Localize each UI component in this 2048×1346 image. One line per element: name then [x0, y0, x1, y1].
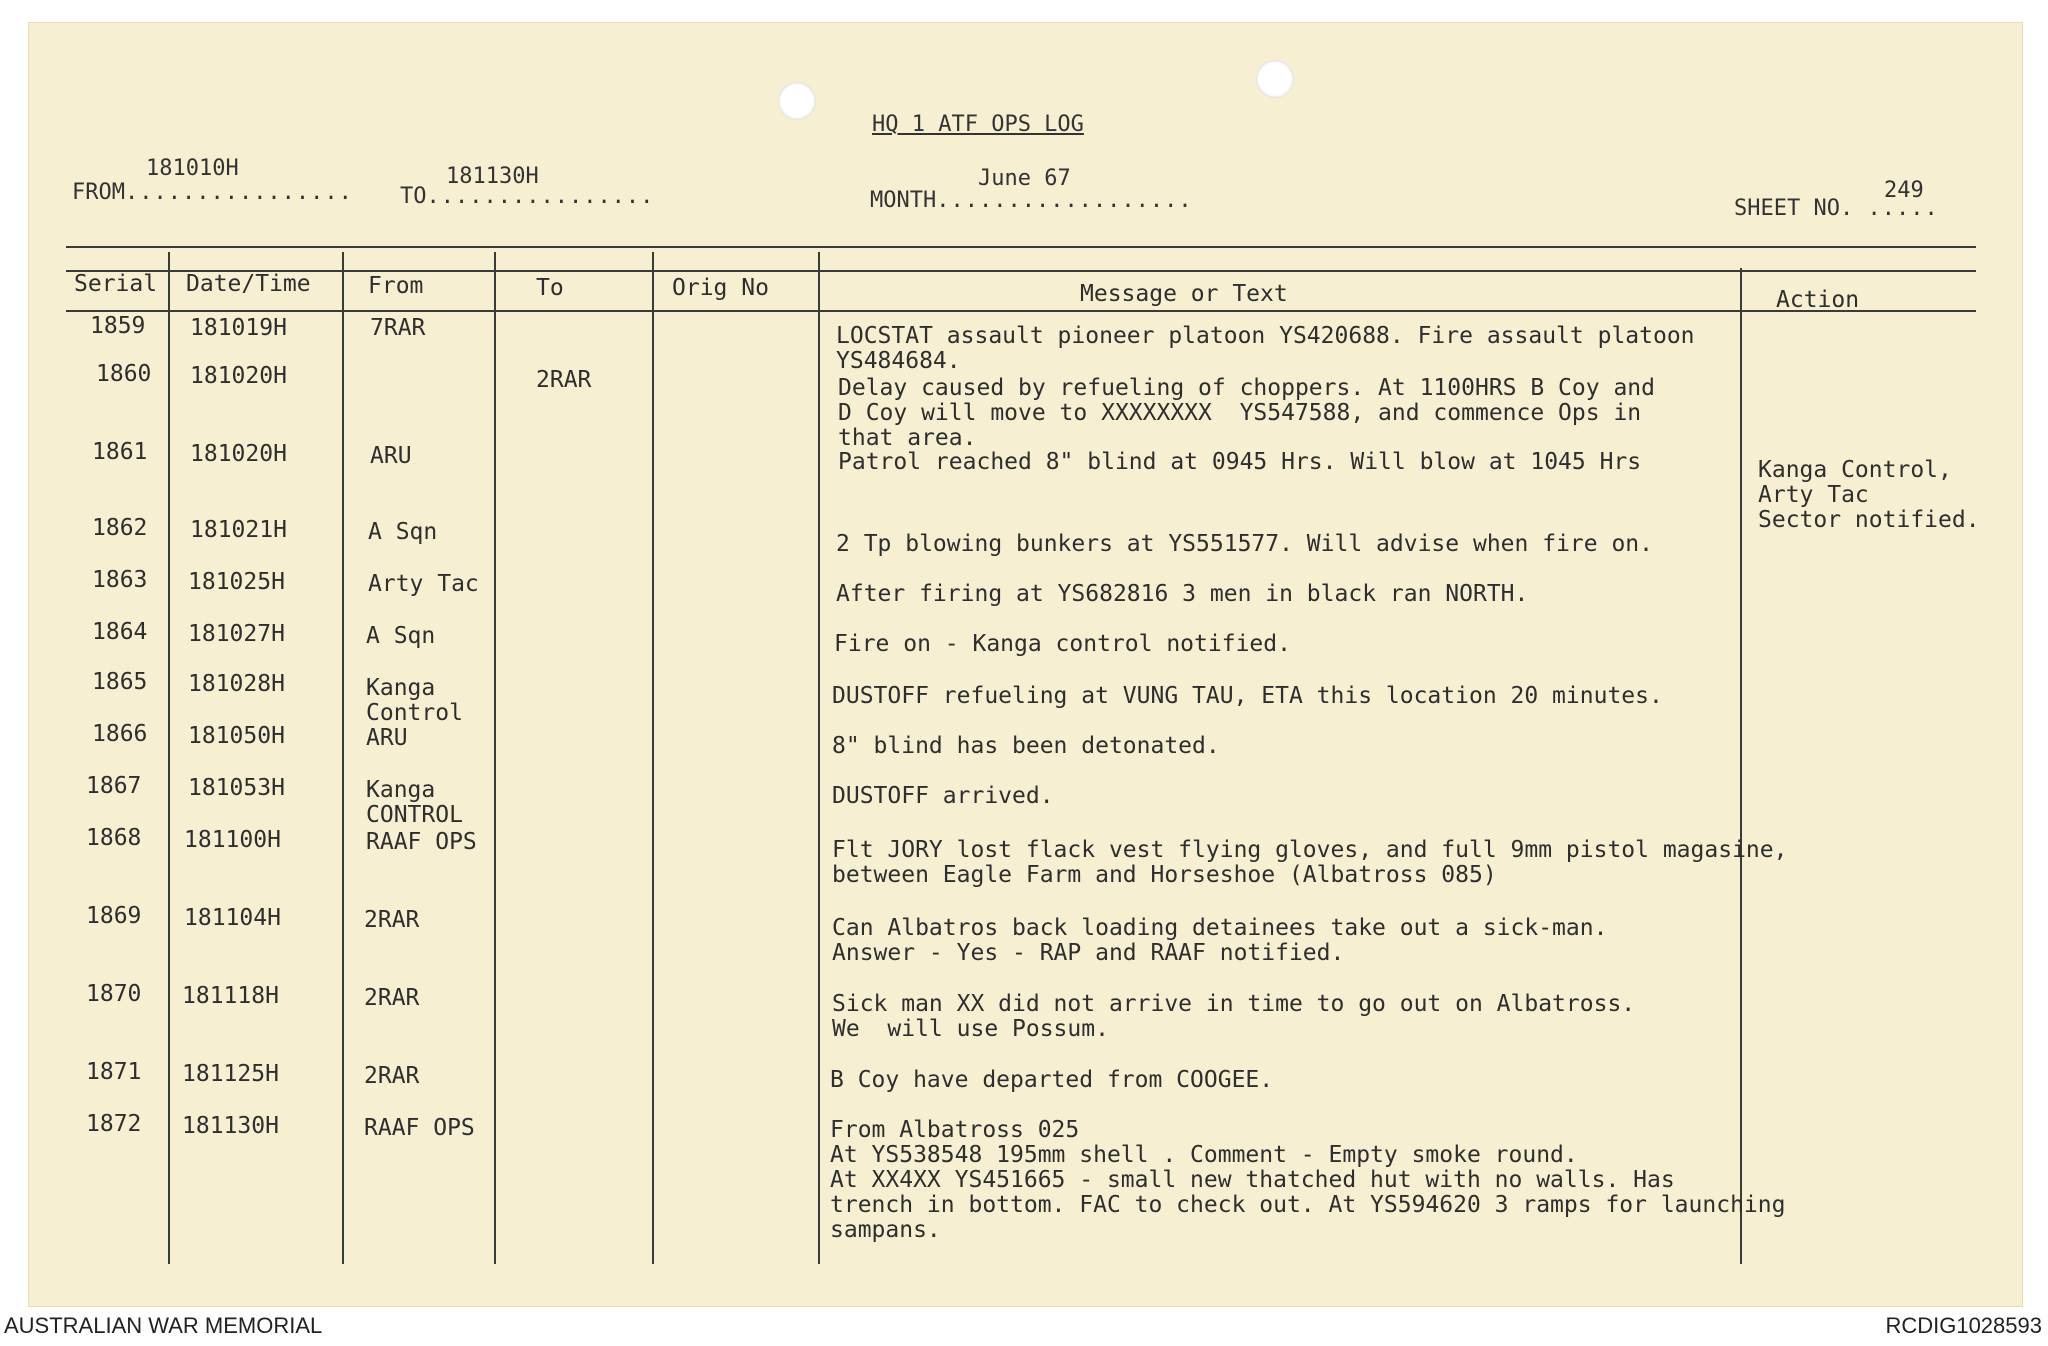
row-from: RAAF OPS — [364, 1115, 475, 1141]
row-serial: 1862 — [92, 515, 148, 541]
row-serial: 1869 — [86, 903, 142, 929]
row-message: From Albatross 025 At YS538548 195mm shell . Comment - Empty smoke round. At XX4XX YS451665 - small new thatched hut with no walls. Has trench in bottom. FAC to check out. At YS594620 3 ramps for launching sampans. — [830, 1117, 1786, 1243]
row-datetime: 181053H — [188, 775, 285, 801]
to-value: 181130H — [446, 164, 539, 189]
row-from: A Sqn — [366, 623, 436, 649]
row-datetime: 181019H — [190, 315, 287, 341]
row-serial: 1861 — [92, 439, 148, 465]
footer-credit: AUSTRALIAN WAR MEMORIAL — [4, 1313, 323, 1338]
sheet-value: 249 — [1884, 178, 1924, 203]
row-message: DUSTOFF refueling at VUNG TAU, ETA this location 20 minutes. — [832, 683, 1663, 709]
row-from: Kanga Control — [366, 675, 463, 726]
row-serial: 1864 — [92, 619, 148, 645]
row-message: B Coy have departed from COOGEE. — [830, 1067, 1274, 1093]
row-message: 2 Tp blowing bunkers at YS551577. Will advise when fire on. — [836, 531, 1653, 557]
row-from: 2RAR — [364, 1063, 420, 1089]
row-from: A Sqn — [368, 519, 438, 545]
row-datetime: 181025H — [188, 569, 285, 595]
to-label: TO................ — [400, 184, 655, 209]
row-serial: 1860 — [96, 361, 152, 387]
punch-hole-left — [778, 82, 816, 120]
row-from: RAAF OPS — [366, 829, 477, 855]
from-label: FROM................ — [72, 180, 353, 205]
col-divider-orig — [818, 252, 820, 1264]
row-datetime: 181118H — [182, 983, 279, 1009]
row-message: Fire on - Kanga control notified. — [834, 631, 1291, 657]
footer-id: RCDIG1028593 — [1885, 1313, 2042, 1338]
row-from: 2RAR — [364, 907, 420, 933]
col-header-orig: Orig No — [672, 275, 769, 301]
col-header-to: To — [536, 275, 564, 301]
row-serial: 1872 — [86, 1111, 142, 1137]
col-divider-from — [494, 252, 496, 1264]
row-datetime: 181125H — [182, 1061, 279, 1087]
row-from: ARU — [366, 725, 408, 751]
month-label: MONTH.................. — [870, 188, 1193, 213]
page-title: HQ 1 ATF OPS LOG — [872, 112, 1084, 137]
col-header-from: From — [368, 273, 424, 299]
row-to: 2RAR — [536, 367, 592, 393]
row-serial: 1867 — [86, 773, 142, 799]
row-serial: 1865 — [92, 669, 148, 695]
row-message: Delay caused by refueling of choppers. At 1100HRS B Coy and D Coy will move to XXXXXXXX YS547588, and commence Ops in that area. — [838, 375, 1655, 451]
row-datetime: 181020H — [190, 441, 287, 467]
row-from: 2RAR — [364, 985, 420, 1011]
row-datetime: 181020H — [190, 363, 287, 389]
row-message: 8" blind has been detonated. — [832, 733, 1220, 759]
month-value: June 67 — [978, 166, 1071, 191]
row-datetime: 181104H — [184, 905, 281, 931]
row-datetime: 181028H — [188, 671, 285, 697]
row-message: LOCSTAT assault pioneer platoon YS420688. Fire assault platoon YS484684. — [836, 323, 1695, 374]
row-from: ARU — [370, 443, 412, 469]
row-serial: 1871 — [86, 1059, 142, 1085]
row-datetime: 181027H — [188, 621, 285, 647]
punch-hole-right — [1256, 60, 1294, 98]
row-from: Kanga CONTROL — [366, 777, 463, 828]
row-datetime: 181100H — [184, 827, 281, 853]
header-rule — [66, 310, 1976, 312]
row-from: 7RAR — [370, 315, 426, 341]
row-datetime: 181130H — [182, 1113, 279, 1139]
row-serial: 1859 — [90, 313, 146, 339]
col-header-action: Action — [1776, 287, 1860, 313]
row-message: Flt JORY lost flack vest flying gloves, and full 9mm pistol magasine, between Eagle Farm and Horseshoe (Albatross 085) — [832, 837, 1788, 888]
row-datetime: 181021H — [190, 517, 287, 543]
row-serial: 1870 — [86, 981, 142, 1007]
col-divider-message — [1740, 268, 1742, 1264]
row-message: After firing at YS682816 3 men in black ran NORTH. — [836, 581, 1529, 607]
sheet-label: SHEET NO. ..... — [1734, 196, 1939, 221]
from-value: 181010H — [146, 156, 239, 181]
row-datetime: 181050H — [188, 723, 285, 749]
row-serial: 1868 — [86, 825, 142, 851]
row-message: DUSTOFF arrived. — [832, 783, 1054, 809]
row-message: Can Albatros back loading detainees take out a sick-man. Answer - Yes - RAP and RAAF notified. — [832, 915, 1608, 966]
table-top-rule — [66, 246, 1976, 248]
col-divider-datetime — [342, 252, 344, 1264]
col-header-datetime: Date/Time — [186, 271, 311, 297]
col-header-serial: Serial — [74, 271, 158, 297]
col-divider-to — [652, 252, 654, 1264]
row-action: Kanga Control, Arty Tac Sector notified. — [1758, 457, 1980, 533]
col-header-message: Message or Text — [1080, 281, 1288, 307]
table-top-rule-2 — [66, 270, 1976, 272]
log-sheet — [28, 22, 2023, 1307]
row-from: Arty Tac — [368, 571, 479, 597]
row-message: Sick man XX did not arrive in time to go out on Albatross. We will use Possum. — [832, 991, 1636, 1042]
row-message: Patrol reached 8" blind at 0945 Hrs. Will blow at 1045 Hrs — [838, 449, 1642, 475]
row-serial: 1866 — [92, 721, 148, 747]
col-divider-serial — [168, 252, 170, 1264]
row-serial: 1863 — [92, 567, 148, 593]
